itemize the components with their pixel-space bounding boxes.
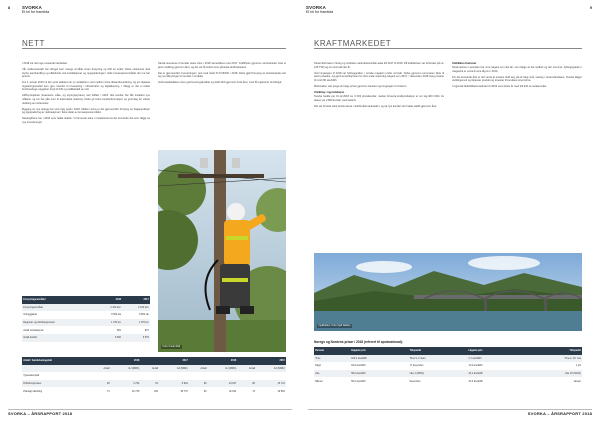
table-row [22, 311, 150, 319]
table-cell: Forsyningsområde [22, 304, 94, 312]
table-cell: Uke 1 (08/01) [408, 370, 467, 378]
table-cell: 31,5 øre/kWh [468, 379, 483, 383]
table-header-cell: Høgaste pris [350, 347, 408, 355]
table-cell: GJ (MWh) [159, 365, 189, 373]
table-cell: 17 desember [409, 364, 424, 368]
market-column-1 [314, 62, 444, 110]
table-header-cell: Forsyningsområdet [22, 296, 94, 304]
table-cell: Driftsforstyrrelser [22, 380, 92, 388]
footer-text: SVORKA – ÅRSRAPPORT 2018 [527, 411, 592, 416]
table-row [22, 304, 150, 312]
paragraph: Det var fortsatt sterk konkurranse i sluttbrukarmarknaden, og tal nye kundar vart halde stabilt gjennom året. [314, 104, 437, 108]
table-cell: Døgn [315, 364, 322, 368]
paragraph: Marknaden vart prega av høge prisar gjennom hausten og inngangen til vinteren. [314, 84, 408, 88]
table-cell: 2,7 øre/kWh [467, 355, 521, 363]
table-header-cell: Antall / handelseslagstatt [22, 357, 92, 365]
table-cell: 74 [106, 389, 110, 393]
page-number: 8 [8, 6, 10, 10]
table-cell: 1 juli [575, 364, 581, 368]
table-cell: 6 904 [159, 380, 189, 388]
table-header-row [22, 357, 286, 365]
network-facts-table [22, 296, 150, 342]
paragraph: Avbrotsstatistikken viser god leveringskvalitet og stabil drift gjennom heile året, med få registrerte hendingar. [158, 81, 283, 85]
table-cell: 100,4 øre/kWh [350, 355, 408, 363]
table-cell: Antall [92, 365, 111, 373]
right-page [300, 0, 600, 424]
paragraph: Fra 1. januar 2019 vil det verte etablert ein ny avtaleform med mellom anna tilstandsvurdering, og ein tilpassa reguleringsmodell som gjev insentiv til investering i infrastruktur og digitalisering. I tillegg er det ei rekke kontinuerlege oppgåver knytt til drift og vedlikehald av nett. [22, 81, 150, 92]
table-cell: Time 2, 20. mai [521, 355, 582, 363]
table-cell: 63,6 øre/kWh [351, 364, 366, 368]
table-cell: 106 [154, 389, 159, 393]
table-cell: 851 [116, 328, 121, 332]
table-header-cell: Tidspunkt [408, 347, 467, 355]
table-header-cell: Lågaste pris [467, 347, 521, 355]
table-cell: 6 579 [122, 334, 150, 342]
paragraph: I 2018 var det inga mosande handelsar. [22, 62, 68, 65]
header-brand [22, 6, 49, 14]
table-cell: 1 370 km [94, 319, 122, 327]
table-cell [92, 372, 286, 380]
table-cell: Uke [314, 370, 350, 378]
paragraph: Det er gjennomført investeringar i nett med totalt 47,8 MNOK i 2018. Dette gjeld fornying av eksisterande nett og nye tilknytingar for kundar i området. [158, 71, 286, 79]
section-rule [22, 48, 286, 49]
table-row [22, 326, 150, 334]
table-cell: 63 [203, 389, 207, 393]
paragraph: Straumprisen i perioden har vore høgare enn åra før, som følgje av lite nedbør og tørr sommar. Fyllingsgraden i magasina er venta å vere låg inn i 2019. [452, 66, 582, 73]
table-cell [22, 365, 92, 373]
table-cell: 32 634 [228, 389, 237, 393]
table-cell: 28 [92, 380, 111, 388]
brand-name: SVORKA [306, 5, 326, 10]
paragraph: AMS-prosjektet (Avanserte måle- og styringssystem) vart fullført i 2018. Alle kundar har fått installert nye målarar, og ein har gått over til automatisk avlesing. Dette gir betre kundeinformasjon og grunnlag for vidare utvikling av nettenester. [22, 94, 150, 105]
table-header-cell: Tidspunkt [521, 347, 582, 355]
brand-tagline: Et lei for framtida [22, 10, 50, 15]
table-row [22, 319, 150, 327]
table-header-cell: 2016 [189, 357, 237, 365]
table-cell: 837 [144, 328, 149, 332]
table-cell: 19 563 [277, 389, 285, 393]
paragraph: Nettavgiftene har i 2018 vore halde stabile. Vi forventar auke i inntektsramma dei komande åra som følgje av nye investeringar. [22, 117, 150, 124]
table-cell: 73 [252, 389, 255, 393]
photo-caption: Fjellkraften. Foto: Kjell Dahlen [318, 324, 351, 328]
price-table-title: Noregs og Nordens prisar i 2018 (referert til spotmarknad): [314, 340, 403, 344]
table-cell: Uke 18 (30/04) [521, 370, 582, 378]
table-cell: 60 [189, 380, 208, 388]
table-cell: Antall kundar [22, 334, 94, 342]
table-cell: Antall nettstasjonar [23, 328, 44, 332]
lineman-photo [158, 150, 286, 352]
table-cell: 23,1 øre/kWh [467, 370, 521, 378]
table-cell: 2 100 km² [122, 304, 150, 312]
section-title-kraftmarkedet: KRAFTMARKEDET [314, 39, 392, 48]
table-cell: 56,6 øre/kWh [350, 370, 408, 378]
table-cell: 11,9 øre/kWh [468, 364, 483, 368]
table-cell: 15 741 [256, 380, 286, 388]
footer-text: SVORKA – ÅRSRAPPORT 2018 [8, 411, 73, 416]
table-header-cell: 2018 [92, 357, 140, 365]
table-header-row [314, 347, 582, 355]
table-row [22, 387, 286, 395]
table-header-cell: 2015 [237, 357, 286, 365]
paragraph: Samla leveranse til kundar auka noko i 2018 samanlikna med 2017. Kraftflyten gjennom sentralnettet viste ei jamn utvikling gjennom året, og det var få avbrot som påverka sluttbrukarane. [158, 62, 286, 69]
footer-rule [8, 409, 292, 410]
table-row [314, 377, 582, 385]
table-header-cell: 2018 [94, 296, 122, 304]
landscape-illustration [314, 253, 582, 331]
table-cell: Måned [315, 379, 323, 383]
table-cell: 9 500 stk [111, 313, 121, 317]
table-cell: Desember [409, 379, 421, 383]
table-row [22, 372, 286, 380]
table-cell: 6 600 [94, 334, 122, 342]
footer-rule [308, 409, 592, 410]
table-cell: Time 9, 2 mars [408, 355, 467, 363]
paragraph: Vår nettleverandør har utbygd over mange område innan forsyning og drift av nettet. Dette sistnevnte skal styrke samhandling og effektivitet ved installasjonar og oppgraderingar i heile konsesjonsområdet der me har ansvar. [22, 67, 150, 79]
lineman-illustration [158, 150, 286, 352]
table-cell: Januar [573, 379, 581, 383]
table-header-cell: 2017 [122, 296, 150, 304]
brand-name: SVORKA [22, 5, 42, 10]
table-header-cell: 2017 [140, 357, 188, 365]
page-number: 9 [590, 6, 592, 10]
market-column-2 [452, 62, 582, 91]
table-cell: Antall [189, 365, 208, 373]
table-row [314, 370, 582, 378]
table-cell: Antall [237, 365, 256, 373]
table-cell: 60 [237, 380, 256, 388]
table-cell: Regional- og distribusjonsnett [22, 319, 94, 327]
brand-tagline: Et lei for framtida [306, 10, 334, 15]
table-cell: 1 370 km [122, 319, 150, 327]
landscape-photo [314, 253, 582, 331]
paragraph: Straumforbruket i Noreg og nordiske marknadsområde auka frå 2017 til 2018. På kraftbørsen var forbruket på ca. 125 TWh og eit unormalt tørt år. [314, 62, 444, 69]
table-cell: 51 [140, 380, 159, 388]
price-table [314, 347, 582, 385]
table-row [22, 334, 150, 342]
paragraph: I regionalt fleksibilitetsmarknad vil 2019 vere første år med full drift av avtaleverket. [452, 85, 547, 89]
table-cell: 9 500 stk [139, 313, 149, 317]
table-cell: Typeeksemplar [23, 374, 40, 378]
section-title-nett: NETT [22, 39, 45, 48]
table-cell: 2 100 km² [94, 304, 122, 312]
subheading: Utvikling i nyproduksjon [314, 90, 345, 94]
table-cell: Antall [140, 365, 159, 373]
section-rule [314, 48, 582, 49]
paragraph: Bygging av nye anlegg har vore høg også i 2018. Mellom anna er det gjennomført fornying av høgspentlinjer og oppgradering av nettstasjonar i fleire delar av konsesjonsområdet. [22, 107, 150, 115]
table-row [314, 362, 582, 370]
subheading: Umbilikus-framover [452, 62, 477, 65]
paragraph: For det komande året er det venta at prisane held seg på eit høgt nivå, særleg i vintermånadane. Svorka følgjer utviklinga tett og tilpassar produkt og tenester til kundane sine behov. [452, 75, 582, 83]
table-cell: 35 770 [180, 389, 188, 393]
table-cell: GJ (MWh) [208, 365, 238, 373]
table-cell: 4 794 [111, 380, 141, 388]
table-cell: GJ (MWh) [111, 365, 141, 373]
paragraph: Ved inngangen til 2018 var fyllingsgraden i norske magasin under normalt. Tørke gjennom sommaren førte til sterk prisauke, og gjennomsnittsprisen for året enda vesentleg høgare enn 2017. I desember 2018 steig prisane til rundt 50 øre/kWh. [314, 71, 444, 82]
table-row [314, 355, 582, 363]
nett-column-2 [158, 62, 286, 87]
table-cell: Time [314, 355, 350, 363]
table-cell: 24 037 [208, 380, 238, 388]
table-header-cell: Periode [314, 347, 350, 355]
table-cell: 40 735 [131, 389, 140, 393]
photo-caption: Foto: Frode Wiik [162, 345, 181, 349]
table-cell: Innbyggjartal [23, 313, 37, 317]
table-cell: GJ (MWh) [256, 365, 286, 373]
nett-column-1 [22, 62, 150, 127]
interruptions-table [22, 357, 286, 395]
table-row [22, 380, 286, 388]
header-brand [306, 6, 333, 14]
table-cell: 50,6 øre/kWh [351, 379, 366, 383]
table-subheader-row [22, 365, 286, 373]
table-header-row [22, 296, 150, 304]
table-cell: Planlagt utkobling [23, 389, 43, 393]
paragraph: Svorka hadde per 31.12.2018 ca. 6 000 privatkundar, medan forventa kraftproduksjon er om lag 400 GWh. Av desse var 2 800 kundar med fastpris. [314, 94, 444, 102]
